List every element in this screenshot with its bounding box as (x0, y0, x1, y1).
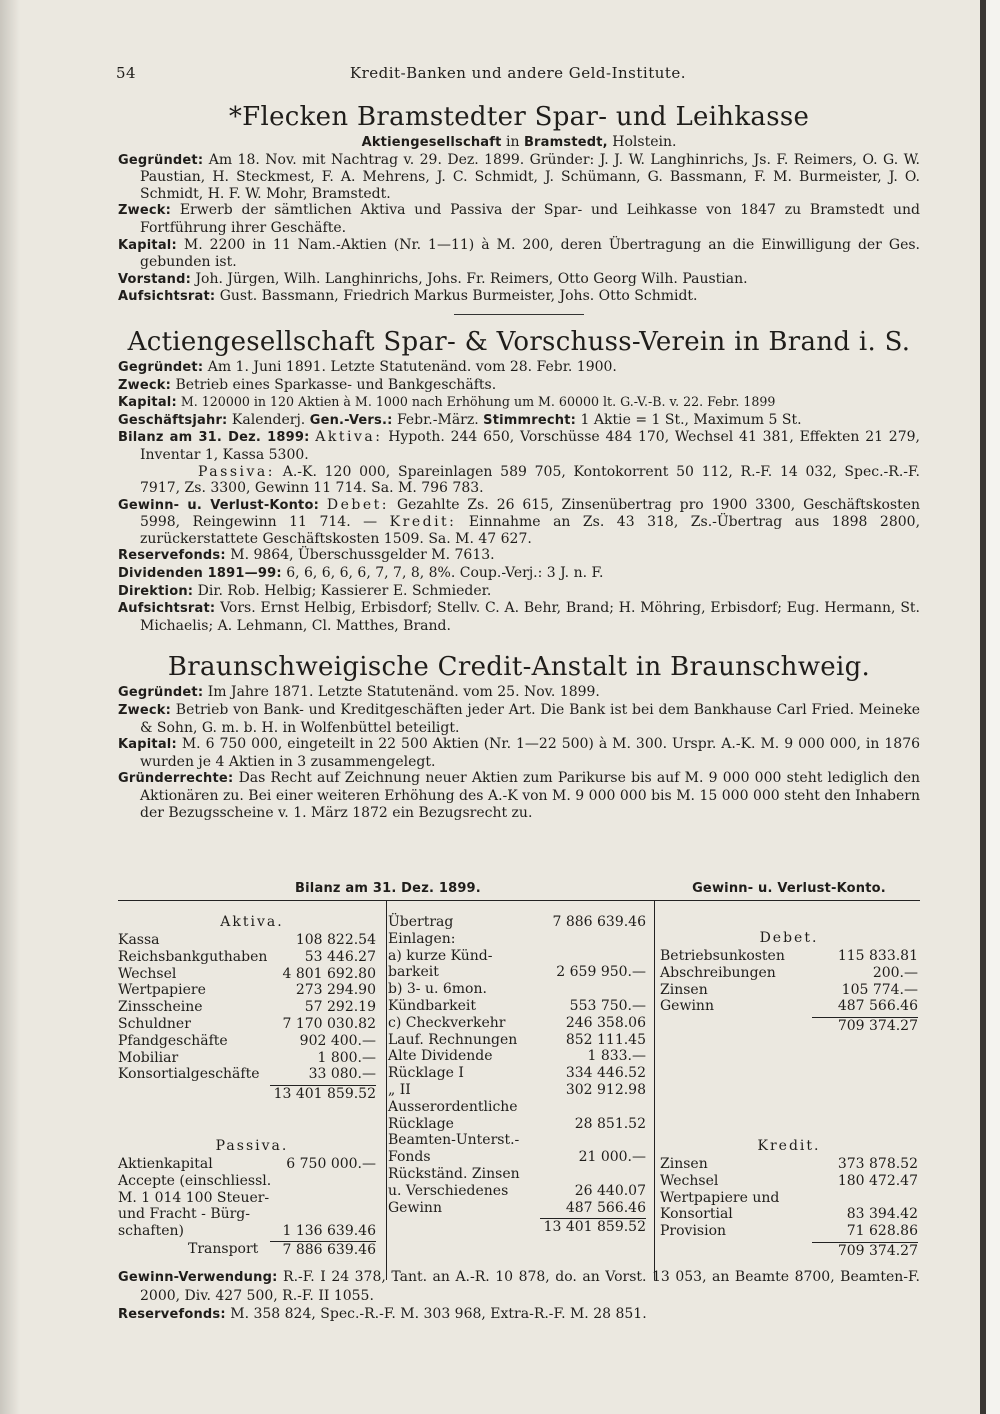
ledger-value: 1 136 639.46 (282, 1223, 376, 1240)
ledger-label: schaften) (118, 1223, 184, 1240)
guv-heading: Gewinn- u. Verlust-Konto. (692, 881, 886, 896)
section-divider (454, 314, 584, 315)
zweck-entry: Zweck: Erwerb der sämtlichen Aktiva und Passiva der Spar- und Leihkasse von 1847 zu Bramstedt und Fortführung ihrer Geschäfte. (118, 202, 921, 236)
ledger-row (388, 1082, 646, 1099)
ledger-row (660, 1173, 918, 1190)
ledger-row (388, 1183, 646, 1200)
ledger-row (118, 1173, 376, 1190)
ledger-value: 71 628.86 (846, 1223, 918, 1240)
ledger-label: und Fracht - Bürg- (118, 1206, 251, 1223)
table-top-rule (118, 900, 920, 901)
ledger-row (118, 966, 376, 983)
ledger-label: Kündbarkeit (388, 998, 477, 1014)
ledger-total-value: 13 401 859.52 (270, 1085, 376, 1103)
ledger-value: 26 440.07 (574, 1182, 646, 1199)
ledger-total-row (660, 1017, 918, 1034)
guv-entry: Gewinn- u. Verlust-Konto: Debet: Gezahlte Zs. 26 615, Zinsenübertrag pro 1900 3300, Geschäftskosten 5998, Reingewinn 11 714. — Kredit: Einnahme an Zs. 43 318, Zs.-Übertrag aus 1898 2800, zurückerstattete Geschäftskosten 1509. Sa. M. 47 627. (118, 496, 921, 547)
section-title: *Flecken Bramstedter Spar- und Leihkasse (228, 102, 810, 132)
ledger-value: 246 358.06 (565, 1014, 646, 1031)
ledger-row (118, 1050, 376, 1067)
section-title: Actiengesellschaft Spar- & Vorschuss-Verein in Brand i. S. (127, 326, 911, 357)
ledger-label: Rückständ. Zinsen (388, 1166, 520, 1182)
ledger-value: 553 750.— (569, 998, 646, 1014)
ledger-row (388, 1166, 646, 1183)
ledger-row (118, 1066, 376, 1083)
kapital-entry: Kapital: M. 6 750 000, eingeteilt in 22 500 Aktien (Nr. 1—22 500) à M. 300. Urspr. A.-K. M. 9 000 000, in 1876 wurden je 4 Aktien in 3 zusammengelegt. (118, 736, 921, 770)
column-divider (386, 900, 387, 1280)
ledger-row (388, 1048, 646, 1065)
ledger-row (118, 1206, 376, 1223)
ledger-value: 105 774.— (841, 981, 918, 998)
ledger-total-value: 709 374.27 (812, 1242, 918, 1260)
section-title: Braunschweigische Credit-Anstalt in Braunschweig. (167, 652, 871, 683)
ledger-label: Zinsen (660, 981, 708, 998)
kredit-caption: Kredit. (757, 1138, 821, 1154)
ledger-label: u. Verschiedenes (388, 1182, 509, 1199)
ledger-row (118, 1190, 376, 1207)
ledger-row (388, 948, 646, 965)
ledger-row (118, 949, 376, 966)
ledger-value: 487 566.46 (837, 998, 918, 1015)
ledger-label: barkeit (388, 964, 439, 981)
ledger-label: Konsortial (660, 1206, 733, 1223)
ledger-value: 302 912.98 (565, 1082, 646, 1098)
ledger-row (660, 965, 918, 982)
ledger-row (388, 1065, 646, 1082)
ledger-label: Schuldner (118, 1016, 191, 1032)
ledger-label: Abschreibungen (660, 964, 776, 981)
ledger-label: „ II (388, 1082, 411, 1098)
ledger-row (388, 981, 646, 998)
ledger-label: a) kurze Künd- (388, 947, 493, 964)
ledger-value: 7 886 639.46 (552, 914, 646, 930)
passiva-caption: Passiva. (215, 1138, 289, 1154)
geschaeftsjahr-entry: Geschäftsjahr: Kalenderj. Gen.-Vers.: Febr.-März. Stimmrecht: 1 Aktie = 1 St., Maximum 5 St. (118, 411, 802, 428)
bilanz-heading: Bilanz am 31. Dez. 1899. (295, 881, 481, 896)
ledger-value: 83 394.42 (846, 1206, 918, 1223)
ledger-row (660, 982, 918, 999)
ledger-label: Einlagen: (388, 930, 456, 947)
gewinn-verwendung-entry: Gewinn-Verwendung: R.-F. I 24 378, Tant. an A.-R. 10 878, do. an Vorst. 13 053, an Beamte 8700, Beamten-F. 2000, Div. 427 500, R.-F. II 1055. (118, 1269, 921, 1304)
ledger-label: Konsortialgeschäfte (118, 1066, 260, 1083)
ledger-total-value: 13 401 859.52 (540, 1218, 646, 1236)
ledger-label: c) Checkverkehr (388, 1014, 506, 1031)
ledger-value: 180 472.47 (837, 1172, 918, 1189)
ledger-value: 4 801 692.80 (282, 965, 376, 982)
ledger-value: 373 878.52 (837, 1156, 918, 1172)
ledger-row (388, 1032, 646, 1049)
aufsichtsrat-entry: Aufsichtsrat: Gust. Bassmann, Friedrich Markus Burmeister, Johs. Otto Schmidt. (118, 288, 698, 305)
ledger-label: Beamten-Unterst.- (388, 1132, 520, 1149)
ledger-label: Wechsel (660, 1172, 719, 1189)
ledger-row (660, 1206, 918, 1223)
running-title: Kredit-Banken und andere Geld-Institute. (349, 64, 687, 82)
ledger-label: M. 1 014 100 Steuer- (118, 1189, 270, 1206)
ledger-label: Accepte (einschliessl. (118, 1172, 272, 1189)
ledger-row (388, 1200, 646, 1217)
ledger-row (118, 1033, 376, 1050)
ledger-total-value: 7 886 639.46 (270, 1241, 376, 1259)
ledger-value: 487 566.46 (565, 1199, 646, 1216)
ledger-row (388, 931, 646, 948)
zweck-entry: Zweck: Betrieb eines Sparkasse- und Bankgeschäfts. (118, 376, 497, 393)
ledger-value: 852 111.45 (565, 1031, 646, 1048)
ledger-label: Gewinn (388, 1199, 442, 1216)
ledger-row (118, 932, 376, 949)
column-divider (654, 900, 655, 1280)
ledger-row (388, 964, 646, 981)
ledger-value: 7 170 030.82 (282, 1016, 376, 1032)
ledger-label: Zinsscheine (118, 999, 203, 1016)
ledger-row (388, 1015, 646, 1032)
ledger-label: Zinsen (660, 1156, 708, 1172)
ledger-value: 1 833.— (587, 1048, 646, 1065)
ledger-label: Lauf. Rechnungen (388, 1031, 518, 1048)
ledger-row (118, 1156, 376, 1173)
ledger-value: 21 000.— (578, 1149, 646, 1166)
ledger-label: Gewinn (660, 998, 714, 1015)
ledger-total-value: 709 374.27 (812, 1017, 918, 1035)
section-bramstedt (118, 100, 920, 821)
ledger-value: 200.— (872, 964, 918, 981)
ledger-row (118, 999, 376, 1016)
gruenderrechte-entry: Gründerrechte: Das Recht auf Zeichnung neuer Aktien zum Parikurse bis auf M. 9 000 000 steht lediglich den Aktionären zu. Bei einer weiteren Erhöhung des A.-K von M. 9 000 000 bis M. 15 000 000 steht den Inhabern der Bezugsscheine v. 1. März 1872 ein Bezugsrecht zu. (118, 770, 920, 821)
kapital-entry: Kapital: M. 120000 in 120 Aktien à M. 1000 nach Erhöhung um M. 60000 lt. G.-V.-B. v. 22. Febr. 1899 (118, 394, 776, 411)
ledger-total-row (660, 1242, 918, 1259)
reservefonds-entry: Reservefonds: M. 358 824, Spec.-R.-F. M. 303 968, Extra-R.-F. M. 28 851. (118, 1306, 647, 1322)
ledger-value: 1 800.— (317, 1049, 376, 1066)
kapital-entry: Kapital: M. 2200 in 11 Nam.-Aktien (Nr. 1—11) à M. 200, deren Übertragung an die Einwilligung der Ges. gebunden ist. (118, 236, 920, 271)
ledger-row (388, 998, 646, 1015)
ledger-label: Pfandgeschäfte (118, 1032, 228, 1049)
ledger-label: b) 3- u. 6mon. (388, 981, 487, 998)
ledger-value: 57 292.19 (304, 999, 376, 1016)
ledger-row (660, 1156, 918, 1173)
aufsichtsrat-entry: Aufsichtsrat: Vors. Ernst Helbig, Erbisdorf; Stellv. C. A. Behr, Brand; H. Möhring, Erbisdorf; Eug. Hermann, St. Michaelis; A. Lehmann, Cl. Matthes, Brand. (118, 600, 920, 634)
ledger-value: 6 750 000.— (286, 1156, 376, 1172)
ledger-row (388, 1149, 646, 1166)
closing-entries (118, 1268, 920, 1324)
ledger-label: Kassa (118, 932, 160, 948)
ledger-label: Fonds (388, 1149, 431, 1166)
direktion-entry: Direktion: Dir. Rob. Helbig; Kassierer E. Schmieder. (118, 582, 492, 599)
ledger-total-row (388, 1218, 646, 1235)
left-gutter-shadow (0, 0, 20, 1414)
ledger-label: Reichsbankguthaben (118, 948, 268, 965)
ledger-row (660, 998, 918, 1015)
ledger-row (118, 1223, 376, 1240)
reservefonds-entry: Reservefonds: M. 9864, Überschussgelder M. 7613. (118, 547, 495, 564)
gegruendet-entry: Gegründet: Am 1. Juni 1891. Letzte Statutenänd. vom 28. Febr. 1900. (118, 358, 617, 375)
ledger-value: 28 851.52 (574, 1115, 646, 1132)
ledger-label: Rücklage I (388, 1065, 464, 1082)
section-subtitle: Aktiengesellschaft in Bramstedt, Holstein. (361, 134, 677, 150)
ledger-value: 902 400.— (299, 1032, 376, 1049)
ledger-value: 115 833.81 (837, 948, 918, 964)
vorstand-entry: Vorstand: Joh. Jürgen, Wilh. Langhinrichs, Johs. Fr. Reimers, Otto Georg Wilh. Paustian. (118, 270, 748, 287)
ledger-label: Ausserordentliche (388, 1098, 518, 1115)
ledger-total-row (118, 1241, 376, 1258)
aktiva-caption: Aktiva. (220, 914, 284, 930)
ledger-label: Wechsel (118, 965, 177, 982)
ledger-total-label: Transport (188, 1241, 259, 1257)
ledger-row (388, 914, 646, 931)
ledger-value: 2 659 950.— (556, 964, 646, 981)
ledger-label: Provision (660, 1223, 727, 1240)
running-header (116, 64, 920, 82)
ledger-label: Aktienkapital (118, 1156, 213, 1172)
debet-caption: Debet. (759, 930, 819, 946)
dividenden-entry: Dividenden 1891—99: 6, 6, 6, 6, 6, 7, 7, 8, 8%. Coup.-Verj.: 3 J. n. F. (118, 565, 604, 582)
ledger-row (660, 1190, 918, 1207)
zweck-entry: Zweck: Betrieb von Bank- und Kreditgeschäften jeder Art. Die Bank ist bei dem Bankhause Carl Fried. Meineke & Sohn, G. m. b. H. in Wolfenbüttel beteiligt. (118, 702, 920, 736)
ledger-label: Alte Dividende (388, 1048, 493, 1065)
ledger-row (660, 1223, 918, 1240)
ledger-row (660, 948, 918, 965)
ledger-value: 33 080.— (308, 1066, 376, 1083)
ledger-label: Übertrag (388, 914, 454, 930)
ledger-label: Mobiliar (118, 1049, 179, 1066)
ledger-value: 334 446.52 (565, 1065, 646, 1082)
gegruendet-entry: Gegründet: Im Jahre 1871. Letzte Statutenänd. vom 25. Nov. 1899. (118, 684, 600, 701)
gegruendet-entry: Gegründet: Am 18. Nov. mit Nachtrag v. 29. Dez. 1899. Gründer: J. J. W. Langhinrichs, Js. F. Reimers, O. G. W. Paustian, H. Steckmest, F. A. Mehrens, J. C. Schmidt, J. Schümann, G. Bassmann, F. M. Burmeister, J. O. Schmidt, H. F. W. Mohr, Bramstedt. (118, 151, 921, 202)
ledger-row (118, 982, 376, 999)
ledger-label: Betriebsunkosten (660, 948, 785, 964)
ledger-value: 273 294.90 (295, 982, 376, 999)
ledger-row (118, 1016, 376, 1033)
ledger-value: 108 822.54 (295, 932, 376, 948)
ledger-total-row (118, 1085, 376, 1102)
ledger-row (388, 1132, 646, 1149)
bilanz-entry: Bilanz am 31. Dez. 1899: Aktiva: Hypoth. 244 650, Vorschüsse 484 170, Wechsel 41 381, Effekten 21 279, Inventar 1, Kassa 5300. Passiva: A.-K. 120 000, Spareinlagen 589 705, Kontokorrent 50 112, R.-F. 14 032, Spec.-R.-F. 7917, Zs. 3300, Gewinn 11 714. Sa. M. 796 783. (118, 429, 920, 497)
page-margin-strip (986, 0, 1000, 1414)
ledger-row (388, 1116, 646, 1133)
ledger-value: 53 446.27 (304, 948, 376, 965)
ledger-label: Wertpapiere (118, 982, 206, 999)
page-number: 54 (116, 64, 137, 82)
ledger-row (388, 1099, 646, 1116)
ledger-label: Wertpapiere und (660, 1189, 780, 1206)
ledger-label: Rücklage (388, 1115, 454, 1132)
